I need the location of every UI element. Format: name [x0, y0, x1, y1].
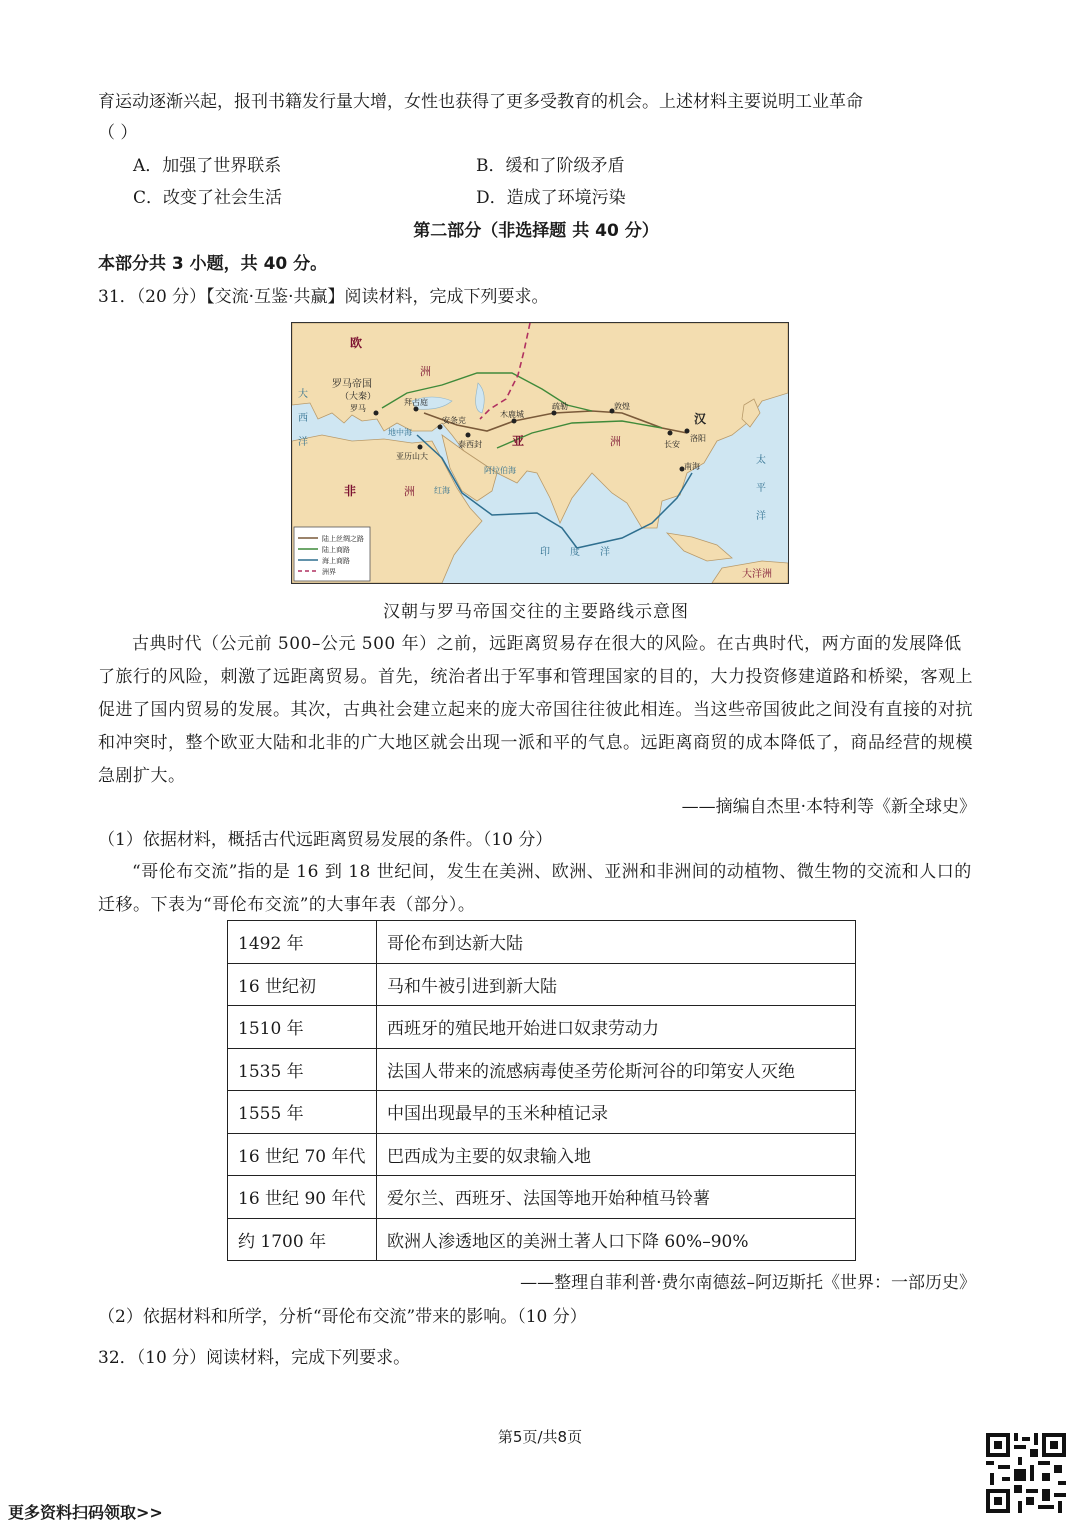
label-atlantic-1: 大: [298, 389, 308, 400]
label-dunhuang: 敦煌: [614, 402, 630, 411]
label-africa: 非: [344, 484, 357, 498]
table-row: [228, 1218, 856, 1261]
q32-header: 32．（10 分）阅读材料，完成下列要求。: [98, 1348, 411, 1368]
table-row: [228, 1006, 856, 1049]
table-event: 欧洲人渗透地区的美洲土著人口下降 60%–90%: [377, 1218, 856, 1261]
label-indian-ocean-3: 洋: [600, 547, 610, 558]
label-asia-2: 洲: [610, 435, 621, 448]
legend-boundary: 洲界: [322, 568, 336, 576]
legend-land-route: 陆上商路: [322, 546, 350, 554]
map-legend: [294, 527, 370, 581]
label-europe: 欧: [350, 336, 363, 350]
label-atlantic-3: 洋: [298, 437, 308, 448]
table-date: 1535 年: [228, 1048, 377, 1091]
q31-header: 31．（20 分）【交流·互鉴·共赢】阅读材料，完成下列要求。: [98, 287, 549, 307]
q30-option-d: D．造成了环境污染: [476, 188, 626, 208]
table-event: 西班牙的殖民地开始进口奴隶劳动力: [377, 1006, 856, 1049]
label-europe-2: 洲: [420, 365, 431, 378]
qr-code-icon[interactable]: [986, 1432, 1066, 1514]
label-nanhai: 南海: [684, 462, 700, 471]
label-alexandria: 亚历山大: [396, 452, 428, 461]
table-date: 约 1700 年: [228, 1218, 377, 1261]
label-africa-2: 洲: [404, 485, 415, 498]
table-date: 16 世纪 90 年代: [228, 1176, 377, 1219]
q31-source-1: ——摘编自杰里·本特利等《新全球史》: [681, 797, 976, 817]
table-date: 16 世纪初: [228, 963, 377, 1006]
label-arabiansea: 阿拉伯海: [484, 466, 516, 475]
label-changan: 长安: [664, 440, 680, 449]
columbian-exchange-table: [227, 920, 856, 1261]
part2-intro: 本部分共 3 小题，共 40 分。: [98, 254, 328, 274]
table-date: 1492 年: [228, 921, 377, 964]
islands-landmass: [667, 533, 732, 561]
label-asia: 亚: [512, 434, 525, 448]
han-rome-route-map: [291, 322, 789, 584]
label-medsea: 地中海: [388, 428, 412, 437]
map-caption: 汉朝与罗马帝国交往的主要路线示意图: [383, 602, 689, 622]
label-han: 汉: [694, 412, 707, 426]
page-number: 第5页/共8页: [497, 1428, 583, 1446]
table-row: [228, 1176, 856, 1219]
map-svg: [292, 323, 788, 583]
city-dot-changan: [668, 431, 673, 436]
city-dot-merv: [512, 419, 517, 424]
table-event: 哥伦布到达新大陆: [377, 921, 856, 964]
table-row: [228, 1133, 856, 1176]
q30-stem-tail: 育运动逐渐兴起，报刊书籍发行量大增，女性也获得了更多受教育的机会。上述材料主要说明工业革命: [98, 92, 863, 112]
label-atlantic-2: 西: [298, 413, 308, 424]
q30-option-a: A．加强了世界联系: [133, 156, 282, 176]
city-dot-rome: [374, 411, 379, 416]
label-redsea: 红海: [434, 486, 450, 495]
table-date: 16 世纪 70 年代: [228, 1133, 377, 1176]
city-dot-luoyang: [685, 429, 690, 434]
q31-passage-1: 古典时代（公元前 500–公元 500 年）之前，远距离贸易存在很大的风险。在古典时代，两方面的发展降低了旅行的风险，刺激了远距离贸易。首先，统治者出于军事和管理国家的目的，大力投资修建道路和桥梁，客观上促进了国内贸易的发展。其次，古典社会建立起来的庞大帝国往往彼此相连。当这些帝国彼此之间没有直接的对抗和冲突时，整个欧亚大陆和北非的广大地区就会出现一派和平的气息。远距离商贸的成本降低了，商品经营的规模急剧扩大。: [98, 634, 973, 786]
table-event: 中国出现最早的玉米种植记录: [377, 1091, 856, 1134]
q31-sub-question-2: （2）依据材料和所学，分析“哥伦布交流”带来的影响。（10 分）: [98, 1307, 587, 1327]
city-dot-ctesiphon: [466, 433, 471, 438]
part2-title: 第二部分（非选择题 共 40 分）: [413, 221, 659, 241]
table-row: [228, 1048, 856, 1091]
table-row: [228, 1091, 856, 1134]
city-dot-alexandria: [418, 445, 423, 450]
label-shule: 疏勒: [552, 402, 568, 411]
label-indian-ocean-1: 印: [540, 547, 550, 558]
label-rome-city: 罗马: [350, 404, 366, 413]
label-pacific-1: 太: [756, 455, 766, 466]
table-date: 1510 年: [228, 1006, 377, 1049]
q31-source-2: ——整理自菲利普·费尔南德兹–阿迈斯托《世界：一部历史》: [520, 1273, 976, 1293]
label-pacific-3: 洋: [756, 511, 766, 522]
label-byzantium: 拜占庭: [404, 398, 428, 407]
table-date: 1555 年: [228, 1091, 377, 1134]
label-ctesiphon: 泰西封: [458, 440, 482, 449]
label-oceania: 大洋洲: [742, 569, 772, 580]
city-dot-byzantium: [414, 407, 419, 412]
city-dot-shule: [552, 411, 557, 416]
label-daqin: （大秦）: [340, 392, 377, 402]
label-antioch: 安条克: [442, 416, 466, 425]
legend-sea-route: 海上商路: [322, 557, 350, 565]
label-merv: 木鹿城: [500, 410, 524, 419]
table-event: 巴西成为主要的奴隶输入地: [377, 1133, 856, 1176]
label-rome-empire: 罗马帝国: [332, 379, 372, 390]
table-row: [228, 921, 856, 964]
q31-passage-2: “哥伦布交流”指的是 16 到 18 世纪间，发生在美洲、欧洲、亚洲和非洲间的动植物、微生物的交流和人口的迁移。下表为“哥伦布交流”的大事年表（部分）。: [98, 862, 972, 915]
more-resources-link[interactable]: 更多资料扫码领取>>: [8, 1503, 163, 1522]
q31-sub-question-1: （1）依据材料，概括古代远距离贸易发展的条件。（10 分）: [98, 830, 553, 850]
label-indian-ocean-2: 度: [570, 547, 580, 558]
q30-answer-paren: （ ）: [98, 123, 138, 143]
table-event: 马和牛被引进到新大陆: [377, 963, 856, 1006]
label-luoyang: 洛阳: [690, 434, 706, 443]
table-event: 爱尔兰、西班牙、法国等地开始种植马铃薯: [377, 1176, 856, 1219]
table-row: [228, 963, 856, 1006]
q30-option-c: C．改变了社会生活: [133, 188, 283, 208]
city-dot-antioch: [438, 425, 443, 430]
legend-silk-road: 陆上丝绸之路: [322, 535, 364, 543]
table-event: 法国人带来的流感病毒使圣劳伦斯河谷的印第安人灭绝: [377, 1048, 856, 1091]
q30-option-b: B．缓和了阶级矛盾: [476, 156, 625, 176]
label-pacific-2: 平: [756, 483, 766, 494]
